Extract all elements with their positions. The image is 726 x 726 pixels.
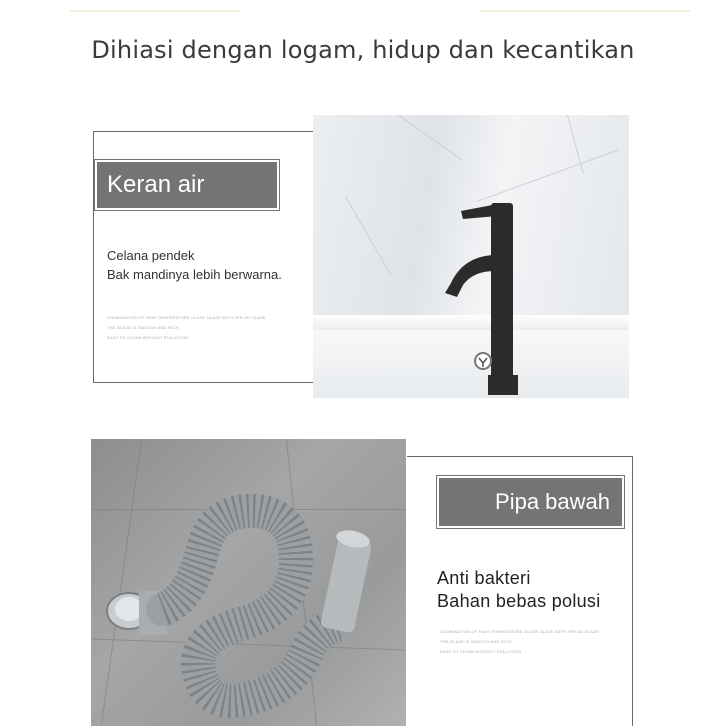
faucet-description xyxy=(107,246,282,284)
fine-print-line: COMBINATION OF HIGH TEMPERATURE GLAZE GLAZE WITH 3PR UD GLAZE xyxy=(440,629,599,634)
fine-print-line: EASY TO CLEAN WITHOUT POLLUTION xyxy=(107,335,189,340)
pipe-fine-print xyxy=(440,627,599,657)
faucet-photo xyxy=(313,115,629,398)
page-heading: Dihiasi dengan logam, hidup dan kecantikan xyxy=(91,36,635,64)
pipe-desc-line-2: Bahan bebas polusi xyxy=(437,591,601,611)
fine-print-line: THE GLAZE IS SMOOTH AND RICH xyxy=(440,639,512,644)
faucet-fine-print xyxy=(107,313,266,343)
drain-pipe-icon xyxy=(91,439,406,726)
top-decor-line-left xyxy=(70,10,240,12)
faucet-desc-line-2: Bak mandinya lebih berwarna. xyxy=(107,267,282,282)
fine-print-line: EASY TO CLEAN WITHOUT POLLUTION xyxy=(440,649,522,654)
top-decor-line-right xyxy=(480,10,690,12)
drain-pipe-photo xyxy=(91,439,406,726)
faucet-icon xyxy=(313,115,629,398)
pipe-label: Pipa bawah xyxy=(437,476,624,528)
faucet-label: Keran air xyxy=(95,160,279,210)
fine-print-line: THE GLAZE IS SMOOTH AND RICH xyxy=(107,325,179,330)
faucet-desc-line-1: Celana pendek xyxy=(107,248,195,263)
pipe-desc-line-1: Anti bakteri xyxy=(437,568,531,588)
pipe-description xyxy=(437,567,601,613)
fine-print-line: COMBINATION OF HIGH TEMPERATURE GLAZE GLAZE WITH 3PR UD GLAZE xyxy=(107,315,266,320)
